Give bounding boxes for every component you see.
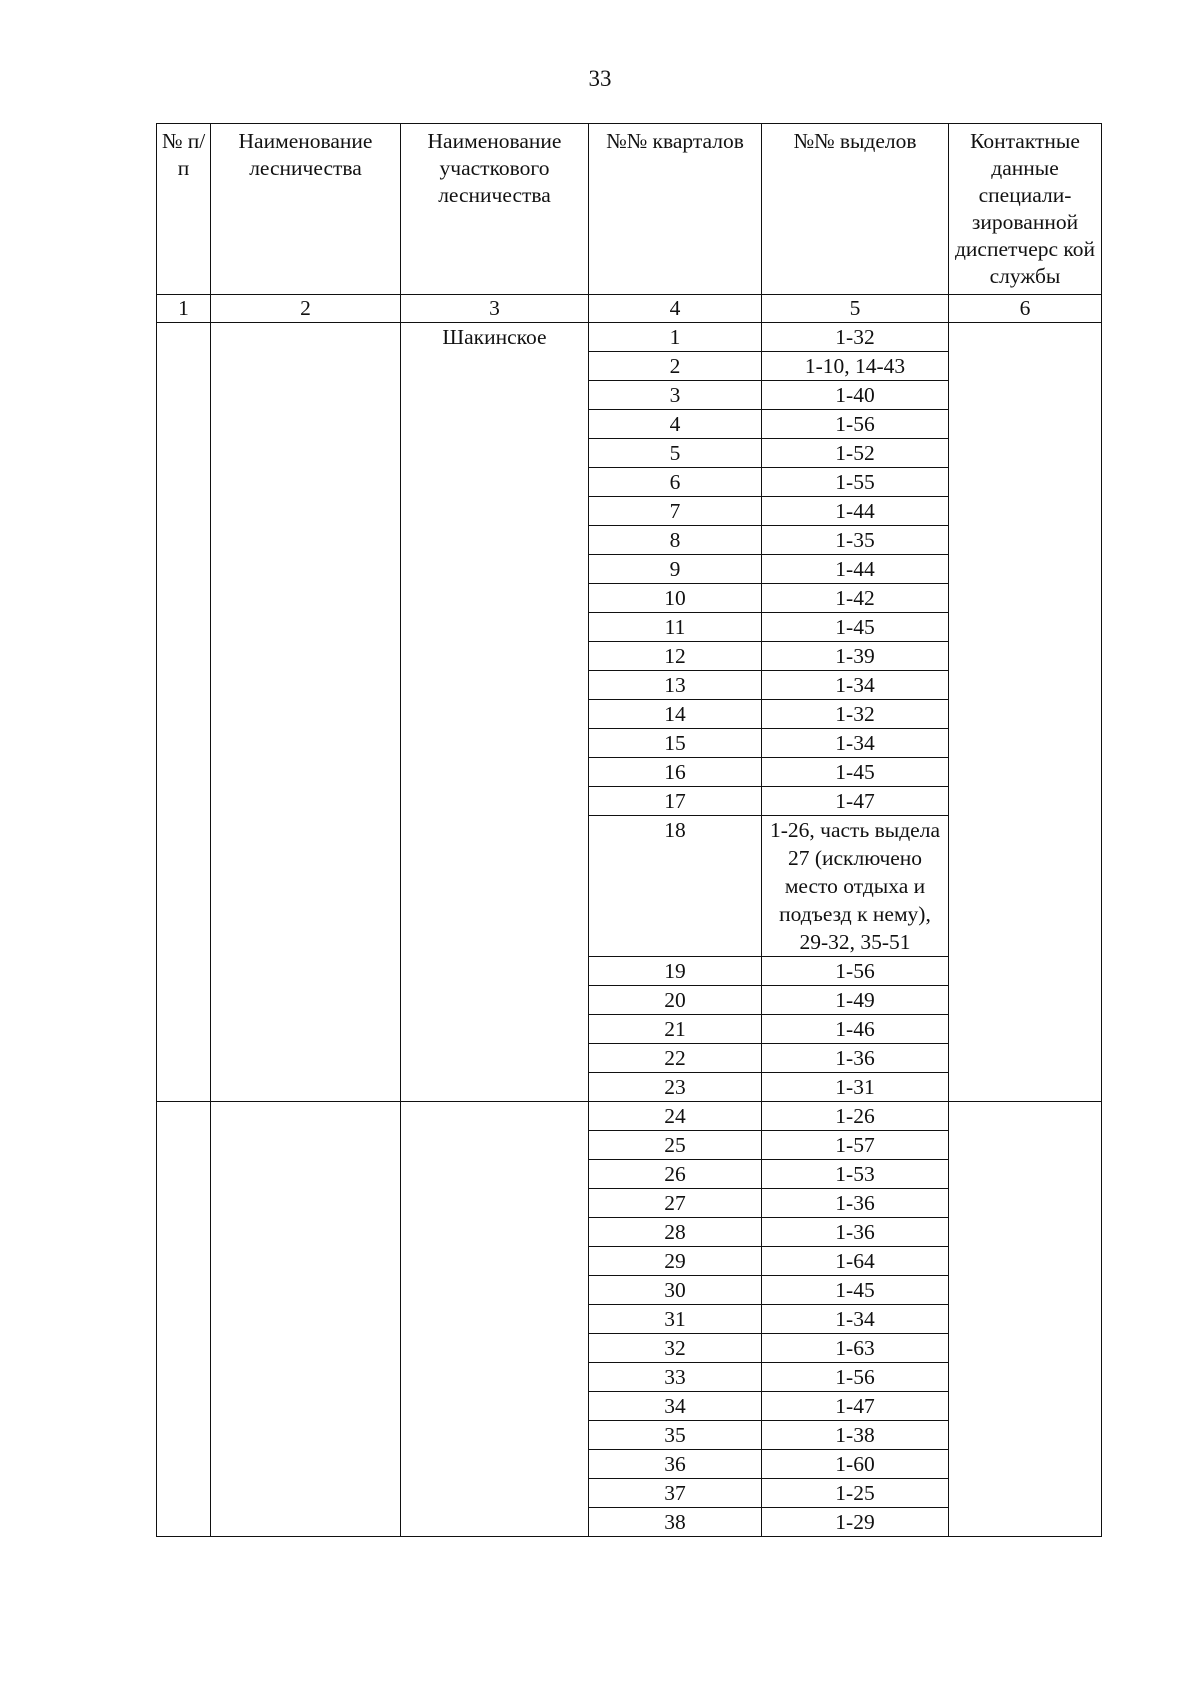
quarter-number: 4 — [589, 410, 762, 439]
header-contact: Контактные данные специали-зированной диспетчерс кой службы — [949, 124, 1102, 295]
quarter-number: 10 — [589, 584, 762, 613]
quarter-number: 16 — [589, 758, 762, 787]
allotment-range: 1-36 — [762, 1218, 949, 1247]
quarter-number: 13 — [589, 671, 762, 700]
quarter-number: 5 — [589, 439, 762, 468]
allotment-range: 1-39 — [762, 642, 949, 671]
header-allotments: №№ выделов — [762, 124, 949, 295]
quarter-number: 26 — [589, 1160, 762, 1189]
quarter-number: 7 — [589, 497, 762, 526]
column-number: 5 — [762, 295, 949, 323]
table-section-2 — [157, 1102, 1102, 1537]
header-quarters: №№ кварталов — [589, 124, 762, 295]
quarter-number: 20 — [589, 986, 762, 1015]
allotment-range: 1-35 — [762, 526, 949, 555]
quarter-number: 23 — [589, 1073, 762, 1102]
forestry-cell — [211, 1102, 401, 1537]
quarter-number: 12 — [589, 642, 762, 671]
allotment-range: 1-36 — [762, 1044, 949, 1073]
allotment-range: 1-56 — [762, 957, 949, 986]
quarter-number: 6 — [589, 468, 762, 497]
district-forestry-cell — [401, 1102, 589, 1537]
column-number: 3 — [401, 295, 589, 323]
allotment-range: 1-29 — [762, 1508, 949, 1537]
quarter-number: 30 — [589, 1276, 762, 1305]
table-row — [157, 323, 1102, 352]
allotment-range: 1-56 — [762, 1363, 949, 1392]
quarter-number: 11 — [589, 613, 762, 642]
header-row — [157, 124, 1102, 295]
header-forestry: Наименование лесничества — [211, 124, 401, 295]
page-number: 33 — [588, 66, 612, 91]
allotment-range: 1-26, часть выдела 27 (исключено место отдыха и подъезд к нему), 29-32, 35-51 — [762, 816, 949, 957]
allotment-range: 1-34 — [762, 1305, 949, 1334]
allotment-range: 1-10, 14-43 — [762, 352, 949, 381]
allotment-range: 1-32 — [762, 700, 949, 729]
allotment-range: 1-64 — [762, 1247, 949, 1276]
quarter-number: 34 — [589, 1392, 762, 1421]
quarter-number: 27 — [589, 1189, 762, 1218]
allotment-range: 1-32 — [762, 323, 949, 352]
allotment-range: 1-60 — [762, 1450, 949, 1479]
header-index: № п/п — [157, 124, 211, 295]
quarter-number: 28 — [589, 1218, 762, 1247]
allotment-range: 1-63 — [762, 1334, 949, 1363]
column-number: 6 — [949, 295, 1102, 323]
quarter-number: 1 — [589, 323, 762, 352]
allotment-range: 1-36 — [762, 1189, 949, 1218]
quarter-number: 37 — [589, 1479, 762, 1508]
column-number-row — [157, 295, 1102, 323]
quarter-number: 3 — [589, 381, 762, 410]
allotment-range: 1-44 — [762, 555, 949, 584]
quarter-number: 15 — [589, 729, 762, 758]
forestry-cell — [211, 323, 401, 1102]
allotment-range: 1-45 — [762, 613, 949, 642]
header-district-forestry: Наименование участкового лесничества — [401, 124, 589, 295]
allotment-range: 1-40 — [762, 381, 949, 410]
quarter-number: 38 — [589, 1508, 762, 1537]
forestry-table — [156, 123, 1102, 1537]
district-forestry-cell: Шакинское — [401, 323, 589, 1102]
quarter-number: 25 — [589, 1131, 762, 1160]
allotment-range: 1-47 — [762, 1392, 949, 1421]
allotment-range: 1-38 — [762, 1421, 949, 1450]
quarter-number: 32 — [589, 1334, 762, 1363]
allotment-range: 1-34 — [762, 729, 949, 758]
column-number: 2 — [211, 295, 401, 323]
column-number: 4 — [589, 295, 762, 323]
allotment-range: 1-34 — [762, 671, 949, 700]
allotment-range: 1-57 — [762, 1131, 949, 1160]
table-row — [157, 1102, 1102, 1131]
allotment-range: 1-42 — [762, 584, 949, 613]
quarter-number: 22 — [589, 1044, 762, 1073]
allotment-range: 1-45 — [762, 758, 949, 787]
quarter-number: 35 — [589, 1421, 762, 1450]
allotment-range: 1-44 — [762, 497, 949, 526]
quarter-number: 31 — [589, 1305, 762, 1334]
allotment-range: 1-45 — [762, 1276, 949, 1305]
table-section-1 — [157, 323, 1102, 1102]
quarter-number: 19 — [589, 957, 762, 986]
allotment-range: 1-53 — [762, 1160, 949, 1189]
quarter-number: 9 — [589, 555, 762, 584]
contact-cell — [949, 1102, 1102, 1537]
allotment-range: 1-31 — [762, 1073, 949, 1102]
contact-cell — [949, 323, 1102, 1102]
index-cell — [157, 1102, 211, 1537]
quarter-number: 29 — [589, 1247, 762, 1276]
allotment-range: 1-46 — [762, 1015, 949, 1044]
quarter-number: 18 — [589, 816, 762, 957]
allotment-range: 1-55 — [762, 468, 949, 497]
allotment-range: 1-47 — [762, 787, 949, 816]
quarter-number: 2 — [589, 352, 762, 381]
allotment-range: 1-56 — [762, 410, 949, 439]
allotment-range: 1-49 — [762, 986, 949, 1015]
quarter-number: 14 — [589, 700, 762, 729]
quarter-number: 8 — [589, 526, 762, 555]
allotment-range: 1-26 — [762, 1102, 949, 1131]
allotment-range: 1-52 — [762, 439, 949, 468]
quarter-number: 21 — [589, 1015, 762, 1044]
allotment-range: 1-25 — [762, 1479, 949, 1508]
quarter-number: 33 — [589, 1363, 762, 1392]
column-number: 1 — [157, 295, 211, 323]
index-cell — [157, 323, 211, 1102]
quarter-number: 24 — [589, 1102, 762, 1131]
quarter-number: 17 — [589, 787, 762, 816]
quarter-number: 36 — [589, 1450, 762, 1479]
